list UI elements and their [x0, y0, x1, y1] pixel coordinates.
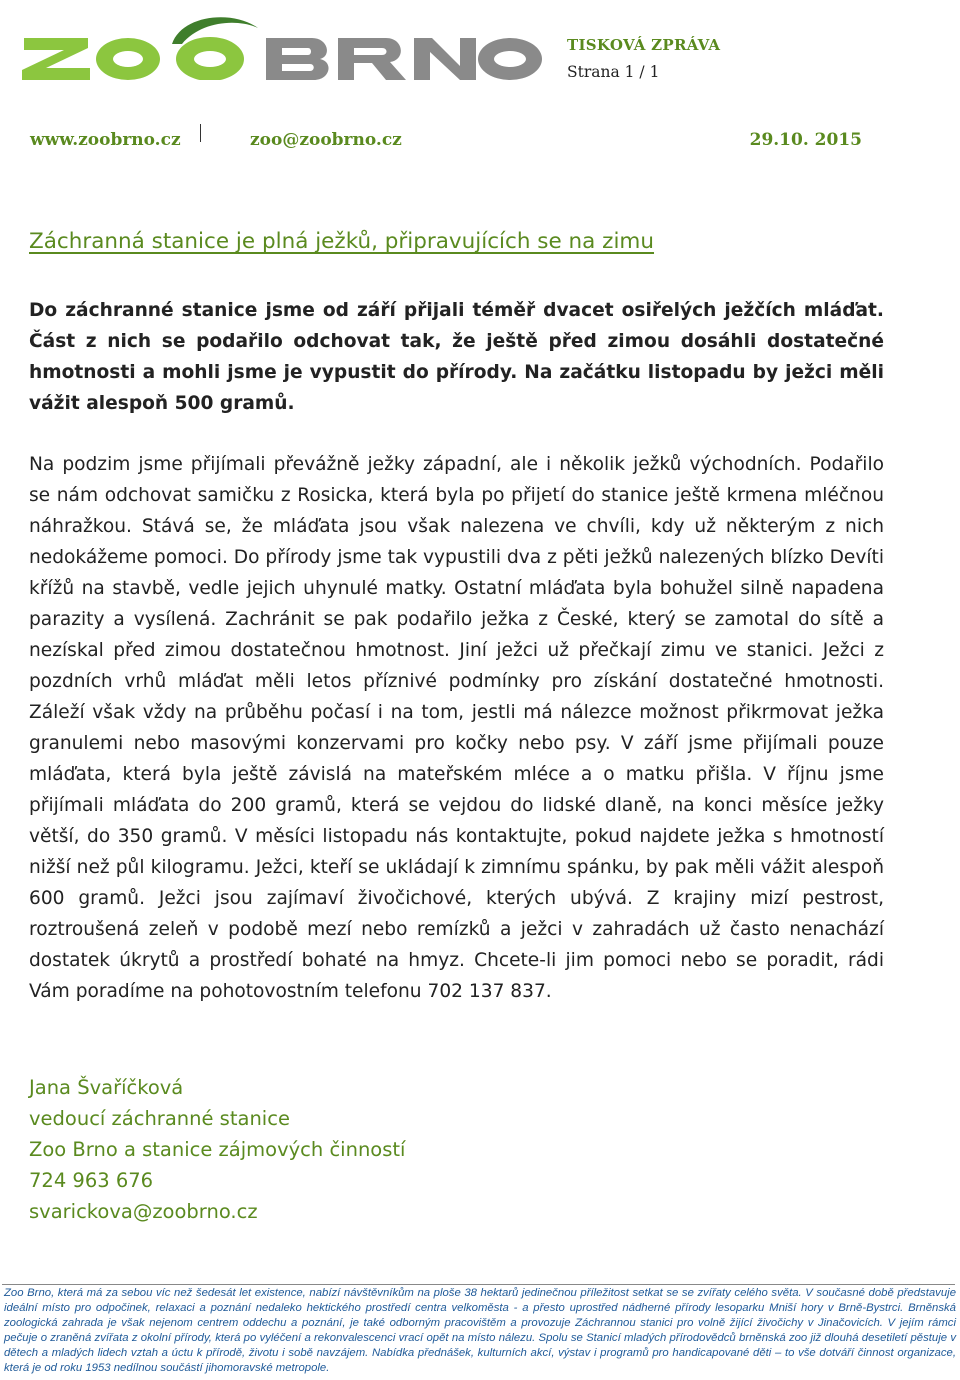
signature-block: [29, 1072, 405, 1227]
footer-about-text: Zoo Brno, která má za sebou víc než šedesát let existence, nabízí návštěvníkům na ploše 38 hektarů jedinečnou příležitost setkat se se zvířaty celého světa. V současné době představuje ideální místo pro odpočinek, relaxaci a poznání nedaleko hektického prostředí centra velkoměsta - a přesto uprostřed nádherné přírody lesoparku Mniší hory v Brně-Bystrci. Brněnská zoologická zahrada je však nejenom centrem oddechu a poznání, je také odborným pracovištěm a provozuje Záchrannou stanici pro volně žijící živočichy v Jinačovicích. V jejím rámci pečuje o zraněná zvířata z okolní přírody, která po vyléčení a rekonvalescenci vrací opět na místo nálezu. Spolu se Stanicí mladých přírodovědců brněnská zoo již dlouhá desetiletí pěstuje v dětech a mladých lidech vztah a úctu k přírodě, životu i sobě navzájem. Nabídka přednášek, kulturních akcí, výstav i programů pro handicapované děti – to vše dotváří činnost organizace, která je od roku 1953 nedílnou součástí jihomoravské metropole.: [4, 1287, 956, 1374]
contact-line: [30, 130, 862, 156]
signature-name: Jana Švaříčková: [29, 1076, 184, 1099]
zoo-brno-logo: [22, 10, 542, 80]
article-perex: Do záchranné stanice jsme od září přijali téměř dvacet osiřelých ježčích mláďat. Část z nich se podařilo odchovat tak, že ještě před zimou dosáhli dostatečné hmotnosti a mohli jsme je vypustit do přírody. Na začátku listopadu by ježci měli vážit alespoň 500 gramů.: [29, 300, 884, 414]
contact-divider: [200, 124, 201, 142]
article-body: Na podzim jsme přijímali převážně ježky západní, ale i několik ježků východních. Podařilo se nám odchovat samičku z Rosicka, která byla po přijetí do stanice ještě krmena mléčnou náhražkou. Stává se, že mláďata jsou však nalezena ve chvíli, kdy už některým z nich nedokážeme pomoci. Do přírody jsme tak vypustili dva z pěti ježků nalezených blízko Devíti křížů na stavbě, vedle jejich uhynulé matky. Ostatní mláďata byla bohužel silně napadena parazity a vysílená. Zachránit se pak podařilo ježka z České, který se zamotal do sítě a nezískal před zimou dostatečnou hmotnost. Jiní ježci už přečkají zimu ve stanici. Ježci z pozdních vrhů mláďat měli letos příznivé podmínky pro získání dostatečné hmotnosti. Záleží však vždy na průběhu počasí i na tom, jestli má nálezce možnost přikrmovat ježka granulemi nebo masovými konzervami pro kočky nebo psy. V září jsme přijímali pouze mláďata, která byla ještě závislá na mateřském mléce a o matku přišla. V říjnu jsme přijímali mláďata do 200 gramů, která se vejdou do lidské dlaně, na konci měsíce ježky větší, do 350 gramů. V měsíci listopadu nás kontaktujte, pokud najdete ježka s hmotností nižší než půl kilogramu. Ježci, kteří se ukládají k zimnímu spánku, by pak měli vážit alespoň 600 gramů. Ježci jsou zajímaví živočichové, kterých ubývá. Z krajiny mizí pestrost, roztroušená zeleň v podobě mezí nebo remízků a ježci v zahradách už často nenachází dostatek úkrytů a prostředí bohaté na hmyz. Chcete-li jim pomoci nebo se poradit, rádi Vám poradíme na pohotovostním telefonu 702 137 837.: [29, 454, 884, 1002]
page-number: Strana 1 / 1: [567, 63, 660, 81]
website-link[interactable]: www.zoobrno.cz: [30, 130, 181, 150]
signature-role: vedoucí záchranné stanice: [29, 1107, 290, 1130]
signature-phone: 724 963 676: [29, 1169, 154, 1192]
press-release-label: TISKOVÁ ZPRÁVA: [567, 36, 721, 54]
email-link[interactable]: zoo@zoobrno.cz: [250, 130, 402, 150]
zoo-brno-logo-graphic: [22, 10, 542, 80]
signature-email[interactable]: svarickova@zoobrno.cz: [29, 1200, 258, 1223]
release-date: 29.10. 2015: [749, 130, 862, 150]
article-title: Záchranná stanice je plná ježků, připravujících se na zimu: [29, 229, 655, 254]
signature-organization: Zoo Brno a stanice zájmových činností: [29, 1138, 406, 1161]
footer-divider: [2, 1284, 955, 1285]
